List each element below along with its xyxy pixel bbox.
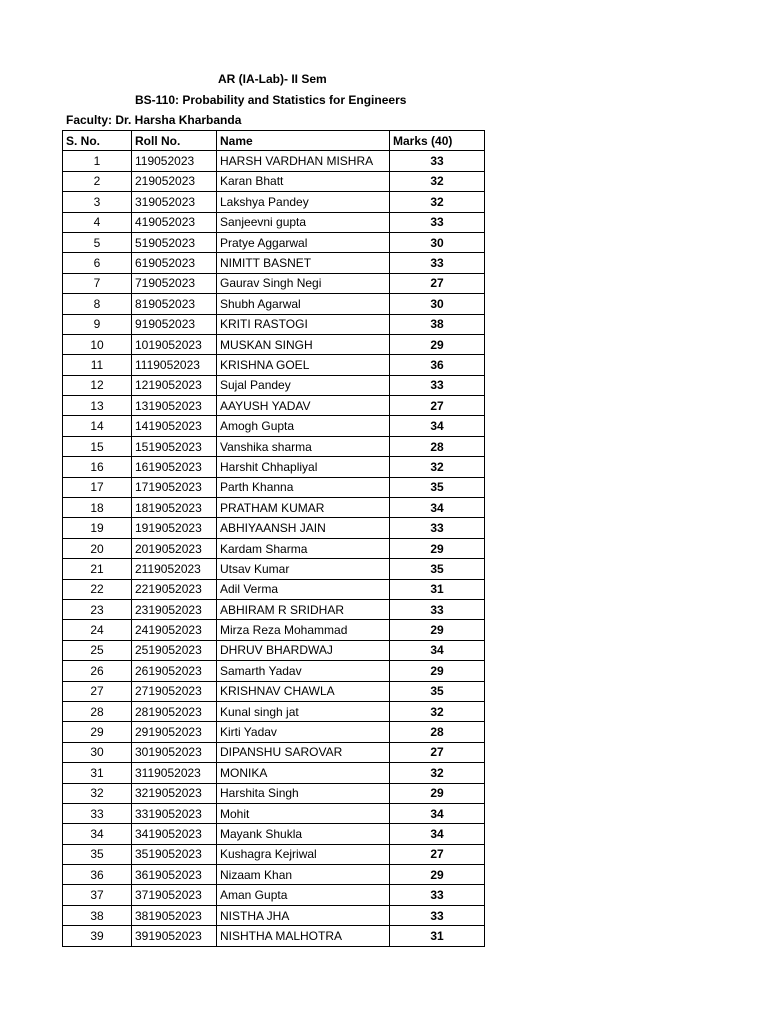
serial-number-cell: 38 (63, 905, 132, 925)
marks-table-body (63, 151, 485, 946)
student-name-cell: Adil Verma (217, 579, 390, 599)
roll-number-cell: 419052023 (132, 212, 217, 232)
marks-cell: 33 (390, 212, 485, 232)
marks-cell: 34 (390, 803, 485, 823)
serial-number-cell: 39 (63, 926, 132, 946)
student-name-cell: Pratye Aggarwal (217, 232, 390, 252)
student-name-cell: NISHTHA MALHOTRA (217, 926, 390, 946)
marks-cell: 27 (390, 396, 485, 416)
student-name-cell: Kirti Yadav (217, 722, 390, 742)
table-row (63, 803, 485, 823)
serial-number-cell: 3 (63, 192, 132, 212)
table-row (63, 701, 485, 721)
marks-cell: 33 (390, 905, 485, 925)
serial-number-cell: 2 (63, 171, 132, 191)
roll-number-cell: 3619052023 (132, 865, 217, 885)
roll-number-cell: 1219052023 (132, 375, 217, 395)
roll-number-cell: 819052023 (132, 294, 217, 314)
table-row (63, 314, 485, 334)
roll-number-cell: 1619052023 (132, 457, 217, 477)
roll-number-cell: 2319052023 (132, 599, 217, 619)
student-name-cell: Kushagra Kejriwal (217, 844, 390, 864)
roll-number-cell: 3319052023 (132, 803, 217, 823)
marks-cell: 33 (390, 151, 485, 171)
student-name-cell: DIPANSHU SAROVAR (217, 742, 390, 762)
roll-number-cell: 3819052023 (132, 905, 217, 925)
serial-number-cell: 4 (63, 212, 132, 232)
serial-number-cell: 8 (63, 294, 132, 314)
serial-number-cell: 24 (63, 620, 132, 640)
student-name-cell: NIMITT BASNET (217, 253, 390, 273)
table-row (63, 844, 485, 864)
student-name-cell: Vanshika sharma (217, 436, 390, 456)
serial-number-cell: 34 (63, 824, 132, 844)
faculty-name: Faculty: Dr. Harsha Kharbanda (66, 113, 242, 127)
serial-number-cell: 33 (63, 803, 132, 823)
table-row (63, 783, 485, 803)
student-name-cell: Lakshya Pandey (217, 192, 390, 212)
serial-number-cell: 30 (63, 742, 132, 762)
roll-number-cell: 1919052023 (132, 518, 217, 538)
marks-cell: 35 (390, 477, 485, 497)
marks-cell: 27 (390, 844, 485, 864)
serial-number-cell: 28 (63, 701, 132, 721)
serial-number-cell: 5 (63, 232, 132, 252)
marks-cell: 30 (390, 294, 485, 314)
roll-number-cell: 2719052023 (132, 681, 217, 701)
student-name-cell: KRISHNAV CHAWLA (217, 681, 390, 701)
table-row (63, 926, 485, 946)
roll-number-cell: 1819052023 (132, 498, 217, 518)
table-row (63, 355, 485, 375)
student-name-cell: KRISHNA GOEL (217, 355, 390, 375)
serial-number-cell: 11 (63, 355, 132, 375)
serial-number-cell: 7 (63, 273, 132, 293)
table-row (63, 457, 485, 477)
roll-number-cell: 119052023 (132, 151, 217, 171)
marks-cell: 27 (390, 742, 485, 762)
marks-cell: 29 (390, 620, 485, 640)
serial-number-cell: 25 (63, 640, 132, 660)
marks-cell: 30 (390, 232, 485, 252)
student-name-cell: ABHIYAANSH JAIN (217, 518, 390, 538)
table-row (63, 905, 485, 925)
student-name-cell: Harshit Chhapliyal (217, 457, 390, 477)
marks-cell: 34 (390, 416, 485, 436)
roll-number-cell: 2219052023 (132, 579, 217, 599)
table-row (63, 294, 485, 314)
student-name-cell: Karan Bhatt (217, 171, 390, 191)
serial-number-cell: 14 (63, 416, 132, 436)
roll-number-cell: 3419052023 (132, 824, 217, 844)
roll-number-cell: 3019052023 (132, 742, 217, 762)
student-name-cell: DHRUV BHARDWAJ (217, 640, 390, 660)
serial-number-cell: 10 (63, 334, 132, 354)
table-row (63, 640, 485, 660)
table-row (63, 559, 485, 579)
marks-cell: 34 (390, 498, 485, 518)
table-row (63, 599, 485, 619)
student-name-cell: Sanjeevni gupta (217, 212, 390, 232)
serial-number-cell: 1 (63, 151, 132, 171)
marks-cell: 38 (390, 314, 485, 334)
table-row (63, 253, 485, 273)
table-row (63, 661, 485, 681)
table-row (63, 579, 485, 599)
marks-cell: 29 (390, 783, 485, 803)
marks-cell: 29 (390, 661, 485, 681)
roll-number-cell: 2619052023 (132, 661, 217, 681)
serial-number-cell: 35 (63, 844, 132, 864)
roll-number-cell: 1119052023 (132, 355, 217, 375)
student-name-cell: Gaurav Singh Negi (217, 273, 390, 293)
roll-number-cell: 519052023 (132, 232, 217, 252)
student-name-cell: Aman Gupta (217, 885, 390, 905)
serial-number-cell: 23 (63, 599, 132, 619)
marks-cell: 32 (390, 192, 485, 212)
header-row (63, 131, 485, 151)
table-row (63, 375, 485, 395)
roll-number-cell: 3919052023 (132, 926, 217, 946)
serial-number-cell: 37 (63, 885, 132, 905)
roll-number-cell: 219052023 (132, 171, 217, 191)
table-row (63, 192, 485, 212)
marks-cell: 33 (390, 253, 485, 273)
column-header-serial-number: S. No. (63, 131, 132, 151)
marks-cell: 36 (390, 355, 485, 375)
student-name-cell: NISTHA JHA (217, 905, 390, 925)
serial-number-cell: 19 (63, 518, 132, 538)
marks-cell: 29 (390, 334, 485, 354)
marks-cell: 33 (390, 518, 485, 538)
student-name-cell: Mayank Shukla (217, 824, 390, 844)
roll-number-cell: 2419052023 (132, 620, 217, 640)
course-title: BS-110: Probability and Statistics for Engineers (135, 93, 407, 107)
student-name-cell: Amogh Gupta (217, 416, 390, 436)
marks-table (62, 130, 485, 947)
column-header-name: Name (217, 131, 390, 151)
serial-number-cell: 18 (63, 498, 132, 518)
marks-cell: 27 (390, 273, 485, 293)
roll-number-cell: 719052023 (132, 273, 217, 293)
roll-number-cell: 3719052023 (132, 885, 217, 905)
serial-number-cell: 15 (63, 436, 132, 456)
student-name-cell: MONIKA (217, 763, 390, 783)
roll-number-cell: 2019052023 (132, 538, 217, 558)
table-row (63, 416, 485, 436)
table-row (63, 151, 485, 171)
roll-number-cell: 2819052023 (132, 701, 217, 721)
table-row (63, 477, 485, 497)
table-row (63, 212, 485, 232)
table-row (63, 763, 485, 783)
serial-number-cell: 16 (63, 457, 132, 477)
roll-number-cell: 3219052023 (132, 783, 217, 803)
roll-number-cell: 3119052023 (132, 763, 217, 783)
column-header-marks: Marks (40) (390, 131, 485, 151)
table-row (63, 273, 485, 293)
student-name-cell: Shubh Agarwal (217, 294, 390, 314)
serial-number-cell: 31 (63, 763, 132, 783)
marks-cell: 28 (390, 436, 485, 456)
marks-cell: 31 (390, 579, 485, 599)
marks-cell: 32 (390, 171, 485, 191)
serial-number-cell: 13 (63, 396, 132, 416)
student-name-cell: ABHIRAM R SRIDHAR (217, 599, 390, 619)
roll-number-cell: 2519052023 (132, 640, 217, 660)
roll-number-cell: 919052023 (132, 314, 217, 334)
marks-cell: 29 (390, 538, 485, 558)
serial-number-cell: 32 (63, 783, 132, 803)
student-name-cell: Parth Khanna (217, 477, 390, 497)
marks-cell: 34 (390, 640, 485, 660)
serial-number-cell: 29 (63, 722, 132, 742)
marks-cell: 32 (390, 701, 485, 721)
marks-cell: 33 (390, 885, 485, 905)
roll-number-cell: 2119052023 (132, 559, 217, 579)
student-name-cell: Samarth Yadav (217, 661, 390, 681)
table-row (63, 865, 485, 885)
table-row (63, 620, 485, 640)
student-name-cell: Sujal Pandey (217, 375, 390, 395)
marks-cell: 35 (390, 681, 485, 701)
roll-number-cell: 2919052023 (132, 722, 217, 742)
student-name-cell: Mohit (217, 803, 390, 823)
roll-number-cell: 1019052023 (132, 334, 217, 354)
table-row (63, 171, 485, 191)
table-row (63, 232, 485, 252)
marks-cell: 33 (390, 375, 485, 395)
table-row (63, 742, 485, 762)
marks-cell: 33 (390, 599, 485, 619)
table-row (63, 436, 485, 456)
serial-number-cell: 27 (63, 681, 132, 701)
student-name-cell: Kardam Sharma (217, 538, 390, 558)
table-row (63, 396, 485, 416)
student-name-cell: Nizaam Khan (217, 865, 390, 885)
student-name-cell: Mirza Reza Mohammad (217, 620, 390, 640)
student-name-cell: AAYUSH YADAV (217, 396, 390, 416)
table-row (63, 518, 485, 538)
roll-number-cell: 1319052023 (132, 396, 217, 416)
roll-number-cell: 319052023 (132, 192, 217, 212)
column-header-roll-number: Roll No. (132, 131, 217, 151)
roll-number-cell: 1419052023 (132, 416, 217, 436)
marks-cell: 31 (390, 926, 485, 946)
table-row (63, 824, 485, 844)
student-name-cell: PRATHAM KUMAR (217, 498, 390, 518)
roll-number-cell: 619052023 (132, 253, 217, 273)
student-name-cell: MUSKAN SINGH (217, 334, 390, 354)
table-row (63, 538, 485, 558)
marks-cell: 29 (390, 865, 485, 885)
table-row (63, 722, 485, 742)
serial-number-cell: 21 (63, 559, 132, 579)
student-name-cell: Utsav Kumar (217, 559, 390, 579)
table-row (63, 681, 485, 701)
serial-number-cell: 20 (63, 538, 132, 558)
serial-number-cell: 6 (63, 253, 132, 273)
marks-cell: 35 (390, 559, 485, 579)
serial-number-cell: 22 (63, 579, 132, 599)
serial-number-cell: 12 (63, 375, 132, 395)
serial-number-cell: 26 (63, 661, 132, 681)
student-name-cell: Kunal singh jat (217, 701, 390, 721)
table-row (63, 334, 485, 354)
marks-cell: 32 (390, 457, 485, 477)
table-row (63, 498, 485, 518)
table-row (63, 885, 485, 905)
serial-number-cell: 9 (63, 314, 132, 334)
marks-cell: 34 (390, 824, 485, 844)
serial-number-cell: 17 (63, 477, 132, 497)
sheet-title: AR (IA-Lab)- II Sem (218, 72, 327, 86)
student-name-cell: Harshita Singh (217, 783, 390, 803)
marks-cell: 28 (390, 722, 485, 742)
student-name-cell: HARSH VARDHAN MISHRA (217, 151, 390, 171)
roll-number-cell: 3519052023 (132, 844, 217, 864)
serial-number-cell: 36 (63, 865, 132, 885)
student-name-cell: KRITI RASTOGI (217, 314, 390, 334)
marks-cell: 32 (390, 763, 485, 783)
roll-number-cell: 1519052023 (132, 436, 217, 456)
marks-table-header (63, 131, 485, 151)
roll-number-cell: 1719052023 (132, 477, 217, 497)
